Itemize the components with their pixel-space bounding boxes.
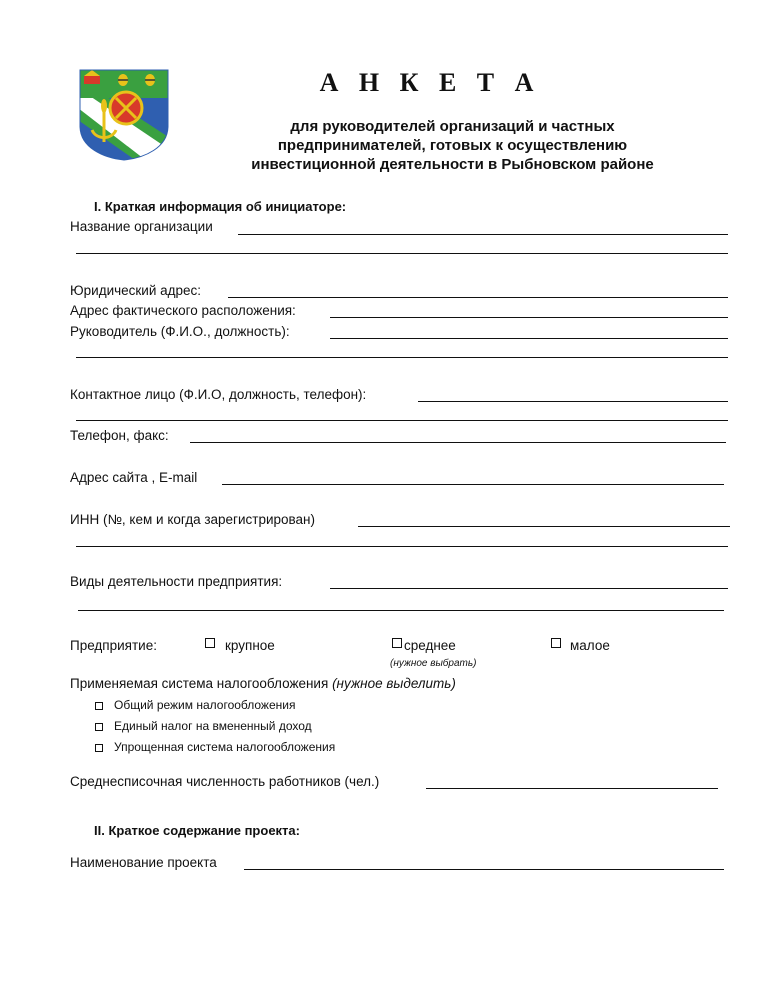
subtitle-line-2: предпринимателей, готовых к осуществлению <box>277 137 628 154</box>
employees-field[interactable] <box>426 788 718 789</box>
phone-fax-label: Телефон, факс: <box>70 428 169 443</box>
document-subtitle <box>180 117 725 174</box>
small-option-label: малое <box>570 638 610 653</box>
site-email-label: Адрес сайта , E-mail <box>70 470 198 485</box>
enterprise-label: Предприятие: <box>70 638 157 653</box>
tax-system-hint: (нужное выделить) <box>332 676 456 691</box>
director-field[interactable] <box>330 338 728 339</box>
subtitle-line-1: для руководителей организаций и частных <box>290 118 615 135</box>
section-2-heading: II. Краткое содержание проекта: <box>94 823 300 838</box>
director-field-line-2[interactable] <box>76 357 728 358</box>
tax-simplified-checkbox[interactable] <box>95 744 103 752</box>
tax-imputed-label: Единый налог на вмененный доход <box>114 719 312 733</box>
inn-field[interactable] <box>358 526 730 527</box>
legal-address-field[interactable] <box>228 297 728 298</box>
phone-fax-field[interactable] <box>190 442 726 443</box>
org-name-label: Название организации <box>70 219 213 234</box>
enterprise-hint: (нужное выбрать) <box>390 658 477 669</box>
contact-person-field[interactable] <box>418 401 728 402</box>
medium-option-label: среднее <box>404 638 456 653</box>
legal-address-label: Юридический адрес: <box>70 283 202 298</box>
tax-system-label-text: Применяемая система налогообложения <box>70 676 329 691</box>
small-checkbox[interactable] <box>551 638 561 648</box>
org-name-field[interactable] <box>238 234 728 235</box>
large-option-label: крупное <box>225 638 275 653</box>
section-1-heading: I. Краткая информация об инициаторе: <box>94 199 347 214</box>
activities-label: Виды деятельности предприятия: <box>70 574 283 589</box>
contact-person-field-line-2[interactable] <box>76 420 728 421</box>
project-name-label: Наименование проекта <box>70 855 217 870</box>
tax-system-label <box>70 676 456 691</box>
tax-imputed-checkbox[interactable] <box>95 723 103 731</box>
inn-field-line-2[interactable] <box>76 546 728 547</box>
activities-field-line-2[interactable] <box>78 610 724 611</box>
subtitle-line-3: инвестиционной деятельности в Рыбновском районе <box>251 156 654 173</box>
site-email-field[interactable] <box>222 484 724 485</box>
org-name-field-line-2[interactable] <box>76 253 728 254</box>
document-title: А Н К Е Т А <box>319 68 541 97</box>
inn-label: ИНН (№, кем и когда зарегистрирован) <box>70 512 315 527</box>
actual-address-label: Адрес фактического расположения: <box>70 303 296 318</box>
director-label: Руководитель (Ф.И.О., должность): <box>70 324 290 339</box>
large-checkbox[interactable] <box>205 638 215 648</box>
tax-general-label: Общий режим налогообложения <box>114 698 296 712</box>
tax-simplified-label: Упрощенная система налогообложения <box>114 740 336 754</box>
medium-checkbox[interactable] <box>392 638 402 648</box>
activities-field[interactable] <box>330 588 728 589</box>
employees-label: Среднесписочная численность работников (чел.) <box>70 774 380 789</box>
contact-person-label: Контактное лицо (Ф.И.О, должность, телефон): <box>70 387 367 402</box>
project-name-field[interactable] <box>244 869 724 870</box>
actual-address-field[interactable] <box>330 317 728 318</box>
tax-general-checkbox[interactable] <box>95 702 103 710</box>
